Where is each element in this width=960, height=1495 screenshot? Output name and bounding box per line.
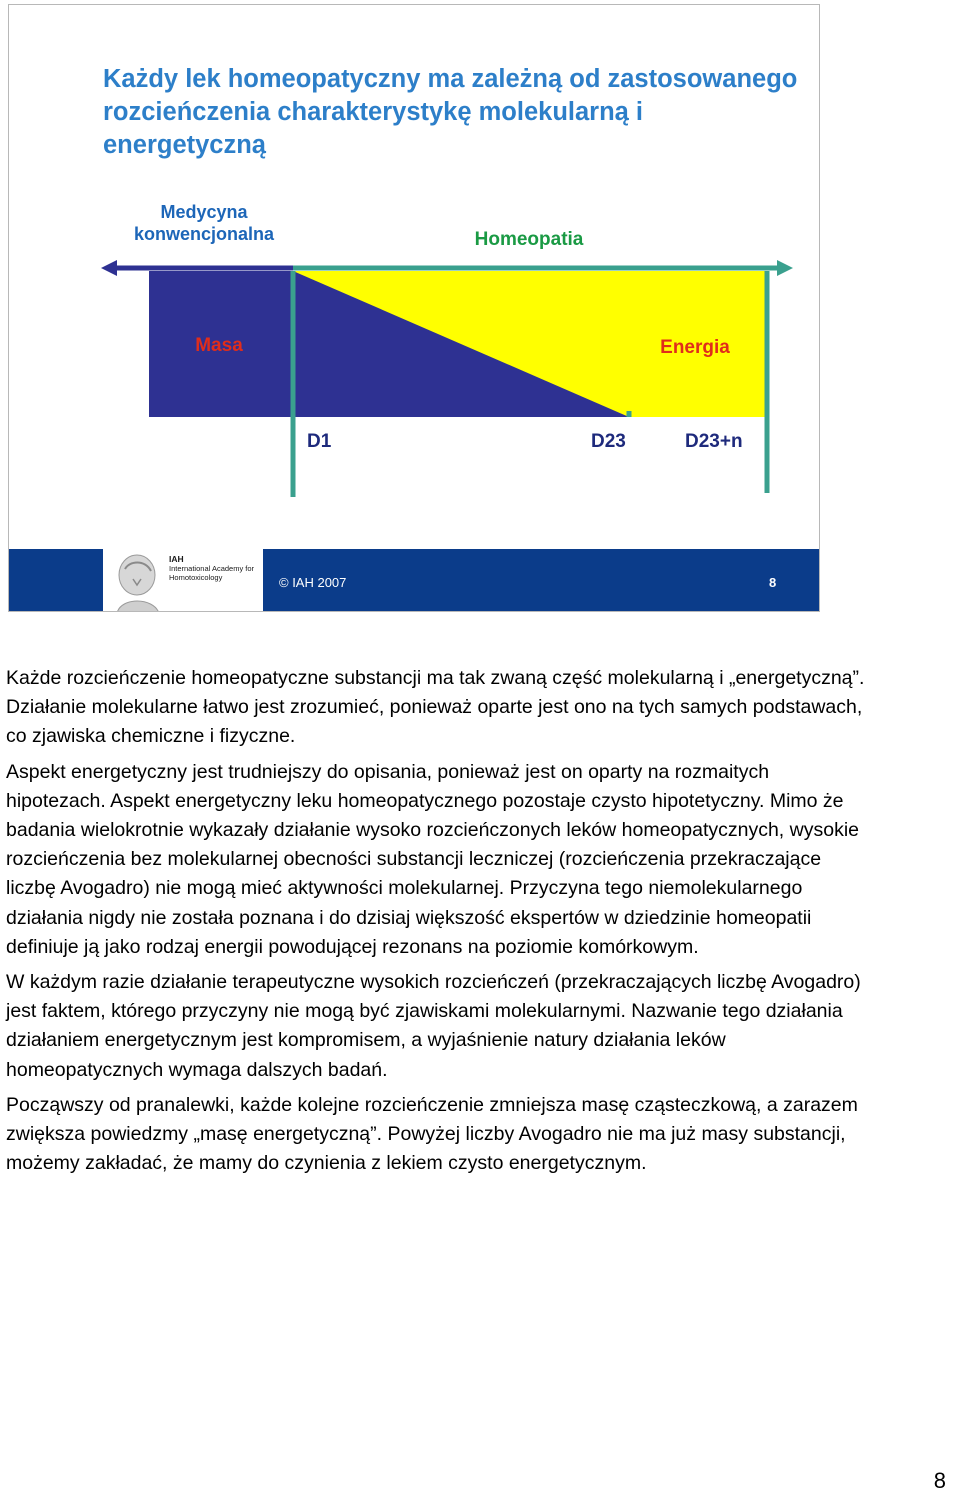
copyright-text: © IAH 2007 xyxy=(279,575,347,590)
page-number: 8 xyxy=(933,1468,946,1493)
conventional-arrow-head xyxy=(101,260,117,276)
mass-label: Masa xyxy=(195,335,243,356)
paragraph: W każdym razie działanie terapeutyczne wysokich rozcieńczeń (przekraczających liczbę Avogadro) jest faktem, którego przyczyny nie mogą być zjawiskami molekularnymi. Nazwanie tego działania działaniem energetycznym jest kompromisem, a wyjaśnienie natury działania leków homeopatycznych wymaga dalszych badań. xyxy=(6,971,861,1081)
logo-title: IAH xyxy=(169,554,184,564)
paragraph: Począwszy od pranalewki, każde kolejne rozcieńczenie zmniejsza masę cząsteczkową, a zarazem zwiększa powiedzmy „masę energetyczną”. Powyżej liczby Avogadro nie ma już masy substancji, możemy zakładać, że mamy do czynienia z lekiem czysto energetycznym. xyxy=(6,1093,858,1175)
paragraph: Aspekt energetyczny jest trudniejszy do opisania, ponieważ jest on oparty na rozmaitych hipotezach. Aspekt energetyczny leku homeopatycznego pozostaje czysto hipotetyczny. Mimo że badania wielokrotnie wykazały działanie wysoko rozcieńczonych leków homeopatycznych, wysokie rozcieńczenia bez molekularnej obecności substancji leczniczej (rozcieńczenia przekraczające liczbę Avogadro) nie mogą mieć aktywności molekularnej. Przyczyna tego niemolekularnego działania nigdy nie została poznana i do dzisiaj większość ekspertów w dziedzinie homeopatii definiuje ją jako rodzaj energii powodującej rezonans na poziomie komórkowym. xyxy=(6,760,860,958)
conventional-medicine-label: Medycyna konwencjonalna xyxy=(133,202,275,244)
logo-subtitle: International Academy for Homotoxicology xyxy=(169,564,255,582)
logo-text xyxy=(169,555,263,582)
hahnemann-bust-icon xyxy=(103,549,167,612)
presentation-slide xyxy=(8,4,820,612)
slide-number: 8 xyxy=(769,575,777,590)
iah-logo xyxy=(103,549,263,612)
body-text xyxy=(6,664,866,1184)
tick-d23: D23 xyxy=(591,431,626,452)
homeopathy-arrow-head xyxy=(777,260,793,276)
mass-energy-diagram xyxy=(9,5,820,549)
slide-title: Każdy lek homeopatyczny ma zależną od zastosowanego rozcieńczenia charakterystykę molekularną i energetyczną xyxy=(103,65,798,159)
paragraph: Każde rozcieńczenie homeopatyczne substancji ma tak zwaną część molekularną i „energetyczną”. Działanie molekularne łatwo jest zrozumieć, ponieważ oparte jest ono na tych samych podstawach, co zjawiska chemiczne i fizyczne. xyxy=(6,667,865,748)
tick-d1: D1 xyxy=(307,431,332,452)
slide-footer xyxy=(9,549,820,612)
energy-label: Energia xyxy=(660,337,730,358)
homeopathy-label: Homeopatia xyxy=(474,229,584,250)
tick-d23n: D23+n xyxy=(685,431,743,452)
